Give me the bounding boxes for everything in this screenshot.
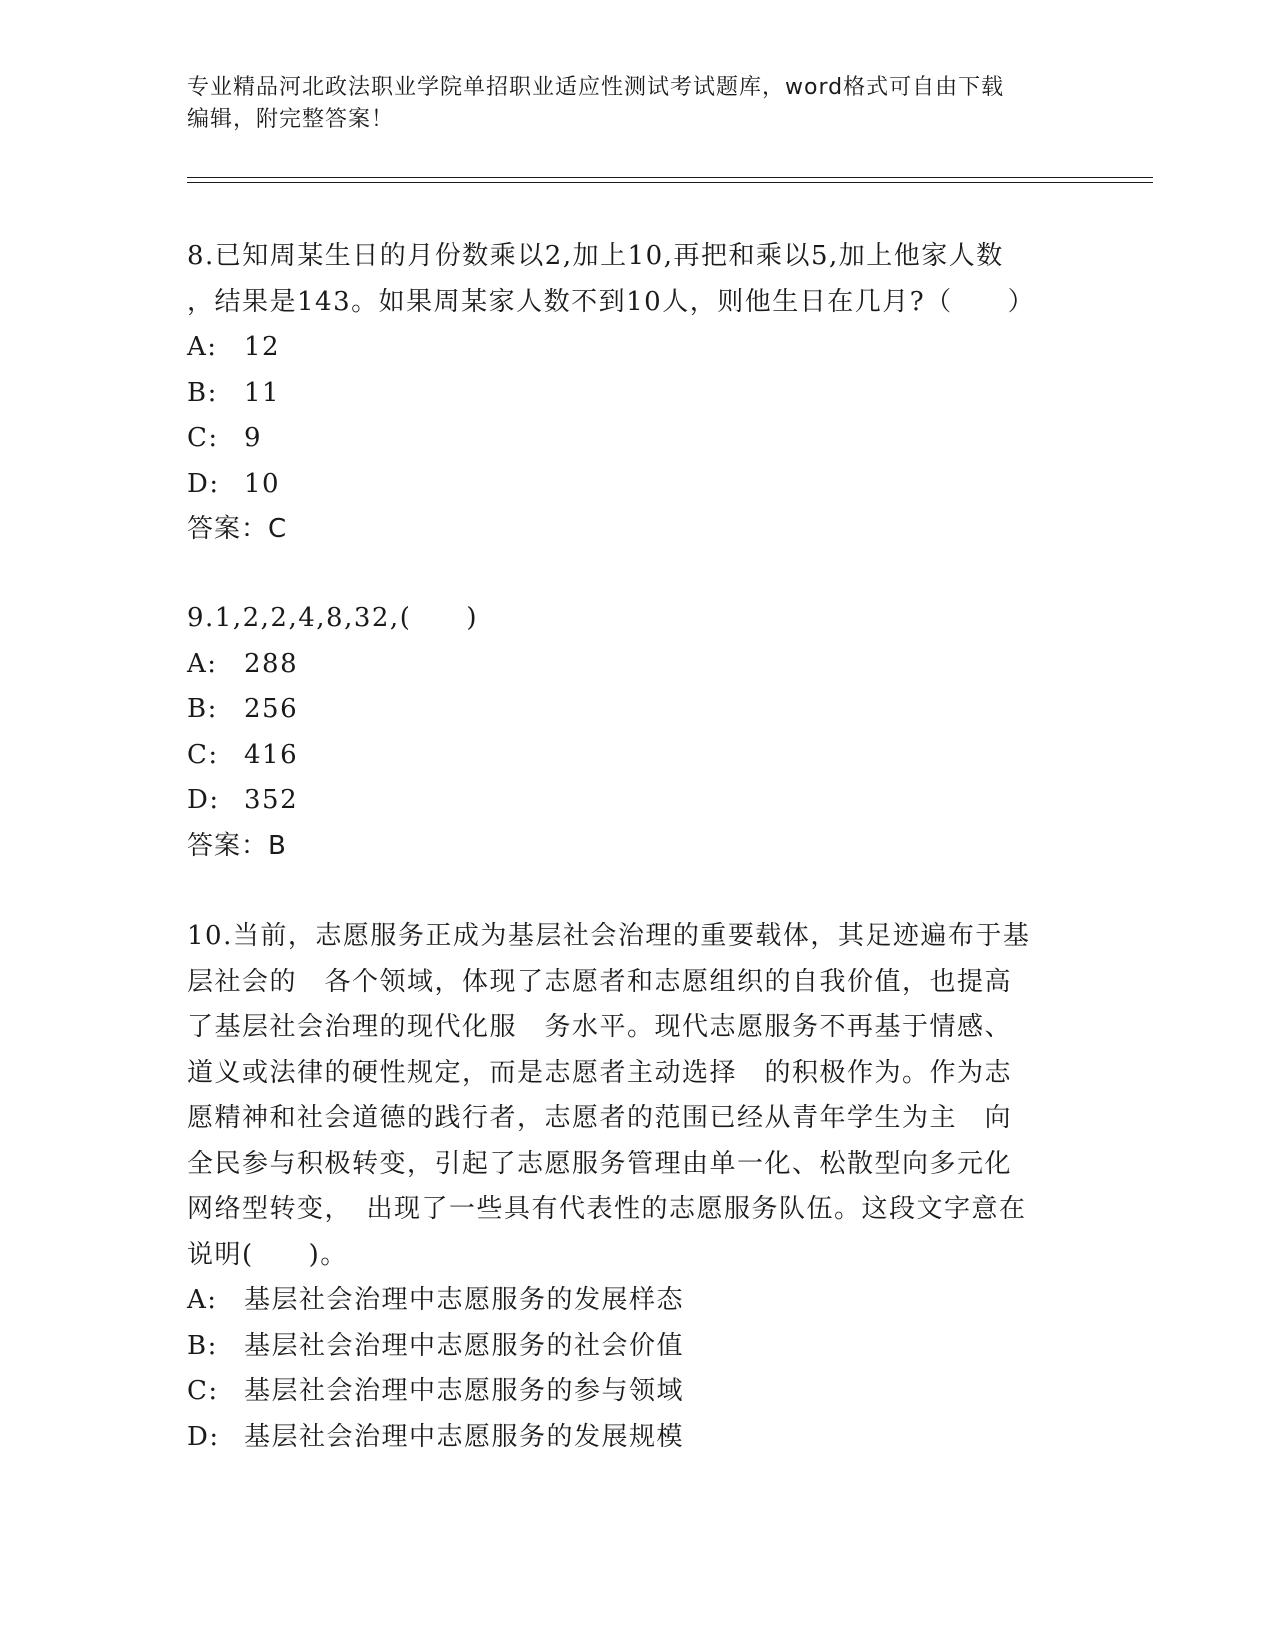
question-text-line: 愿精神和社会道德的践行者，志愿者的范围已经从青年学生为主 向 (187, 1103, 1013, 1133)
question-text-line: 说明( )。 (187, 1239, 348, 1270)
answer-line: 答案：C (187, 514, 288, 544)
option-c (187, 733, 1087, 779)
option-letter: B: (187, 1330, 218, 1361)
option-text: 基层社会治理中志愿服务的发展规模 (244, 1421, 685, 1452)
question-text-line: 9.1,2,2,4,8,32,( ) (187, 603, 478, 633)
option-letter: A: (187, 332, 218, 362)
question-text-line: 8.已知周某生日的月份数乘以2,加上10,再把和乘以5,加上他家人数 (187, 241, 1004, 271)
answer-line: 答案：B (187, 830, 287, 861)
option-c (187, 416, 1087, 462)
option-text: 11 (244, 377, 281, 408)
option-letter: B: (187, 694, 218, 724)
option-a (187, 1278, 1087, 1324)
option-letter: C: (187, 423, 219, 453)
header-divider-bottom (187, 182, 1153, 183)
option-a (187, 642, 1087, 688)
option-text: 10 (244, 468, 281, 499)
question-text-line: 网络型转变， 出现了一些具有代表性的志愿服务队伍。这段文字意在 (187, 1194, 1027, 1224)
option-letter: A: (187, 1285, 218, 1315)
header-line-2: 编辑，附完整答案！ (187, 107, 395, 132)
option-text: 基层社会治理中志愿服务的社会价值 (244, 1330, 685, 1361)
option-d (187, 778, 1087, 824)
question-text-line: 10.当前，志愿服务正成为基层社会治理的重要载体，其足迹遍布于基 (187, 921, 1031, 951)
option-d (187, 1415, 1087, 1461)
question-text-line: 层社会的 各个领域，体现了志愿者和志愿组织的自我价值，也提高 (187, 966, 1013, 997)
option-b (187, 687, 1087, 733)
option-text: 9 (244, 423, 263, 453)
option-a (187, 325, 1087, 371)
question-text-line: 全民参与积极转变，引起了志愿服务管理由单一化、松散型向多元化 (187, 1148, 1013, 1179)
option-letter: D: (187, 1421, 220, 1452)
question-text-line: 了基层社会治理的现代化服 务水平。现代志愿服务不再基于情感、 (187, 1012, 1013, 1042)
option-d (187, 462, 1087, 508)
option-text: 288 (244, 648, 299, 679)
header-line-1: 专业精品河北政法职业学院单招职业适应性测试考试题库，word格式可自由下载 (187, 75, 1005, 100)
option-text: 基层社会治理中志愿服务的发展样态 (244, 1285, 685, 1315)
option-letter: D: (187, 785, 220, 815)
option-c (187, 1369, 1087, 1415)
option-letter: D: (187, 468, 220, 499)
header-divider-top (187, 177, 1153, 178)
option-letter: C: (187, 1376, 219, 1406)
option-b (187, 371, 1087, 417)
option-text: 352 (244, 785, 299, 815)
question-text-line: ，结果是143。如果周某家人数不到10人，则他生日在几月?（ ） (187, 286, 1036, 317)
question-8 (187, 234, 1087, 553)
page-header (187, 72, 1087, 136)
option-b (187, 1324, 1087, 1370)
option-text: 416 (244, 739, 299, 770)
option-letter: A: (187, 648, 218, 679)
option-letter: C: (187, 739, 219, 770)
option-text: 12 (244, 332, 281, 362)
question-text-line: 道义或法律的硬性规定，而是志愿者主动选择 的积极作为。作为志 (187, 1057, 1013, 1088)
question-9 (187, 596, 1087, 869)
option-text: 基层社会治理中志愿服务的参与领域 (244, 1376, 685, 1406)
option-letter: B: (187, 377, 218, 408)
question-10 (187, 914, 1087, 1460)
option-text: 256 (244, 694, 299, 724)
